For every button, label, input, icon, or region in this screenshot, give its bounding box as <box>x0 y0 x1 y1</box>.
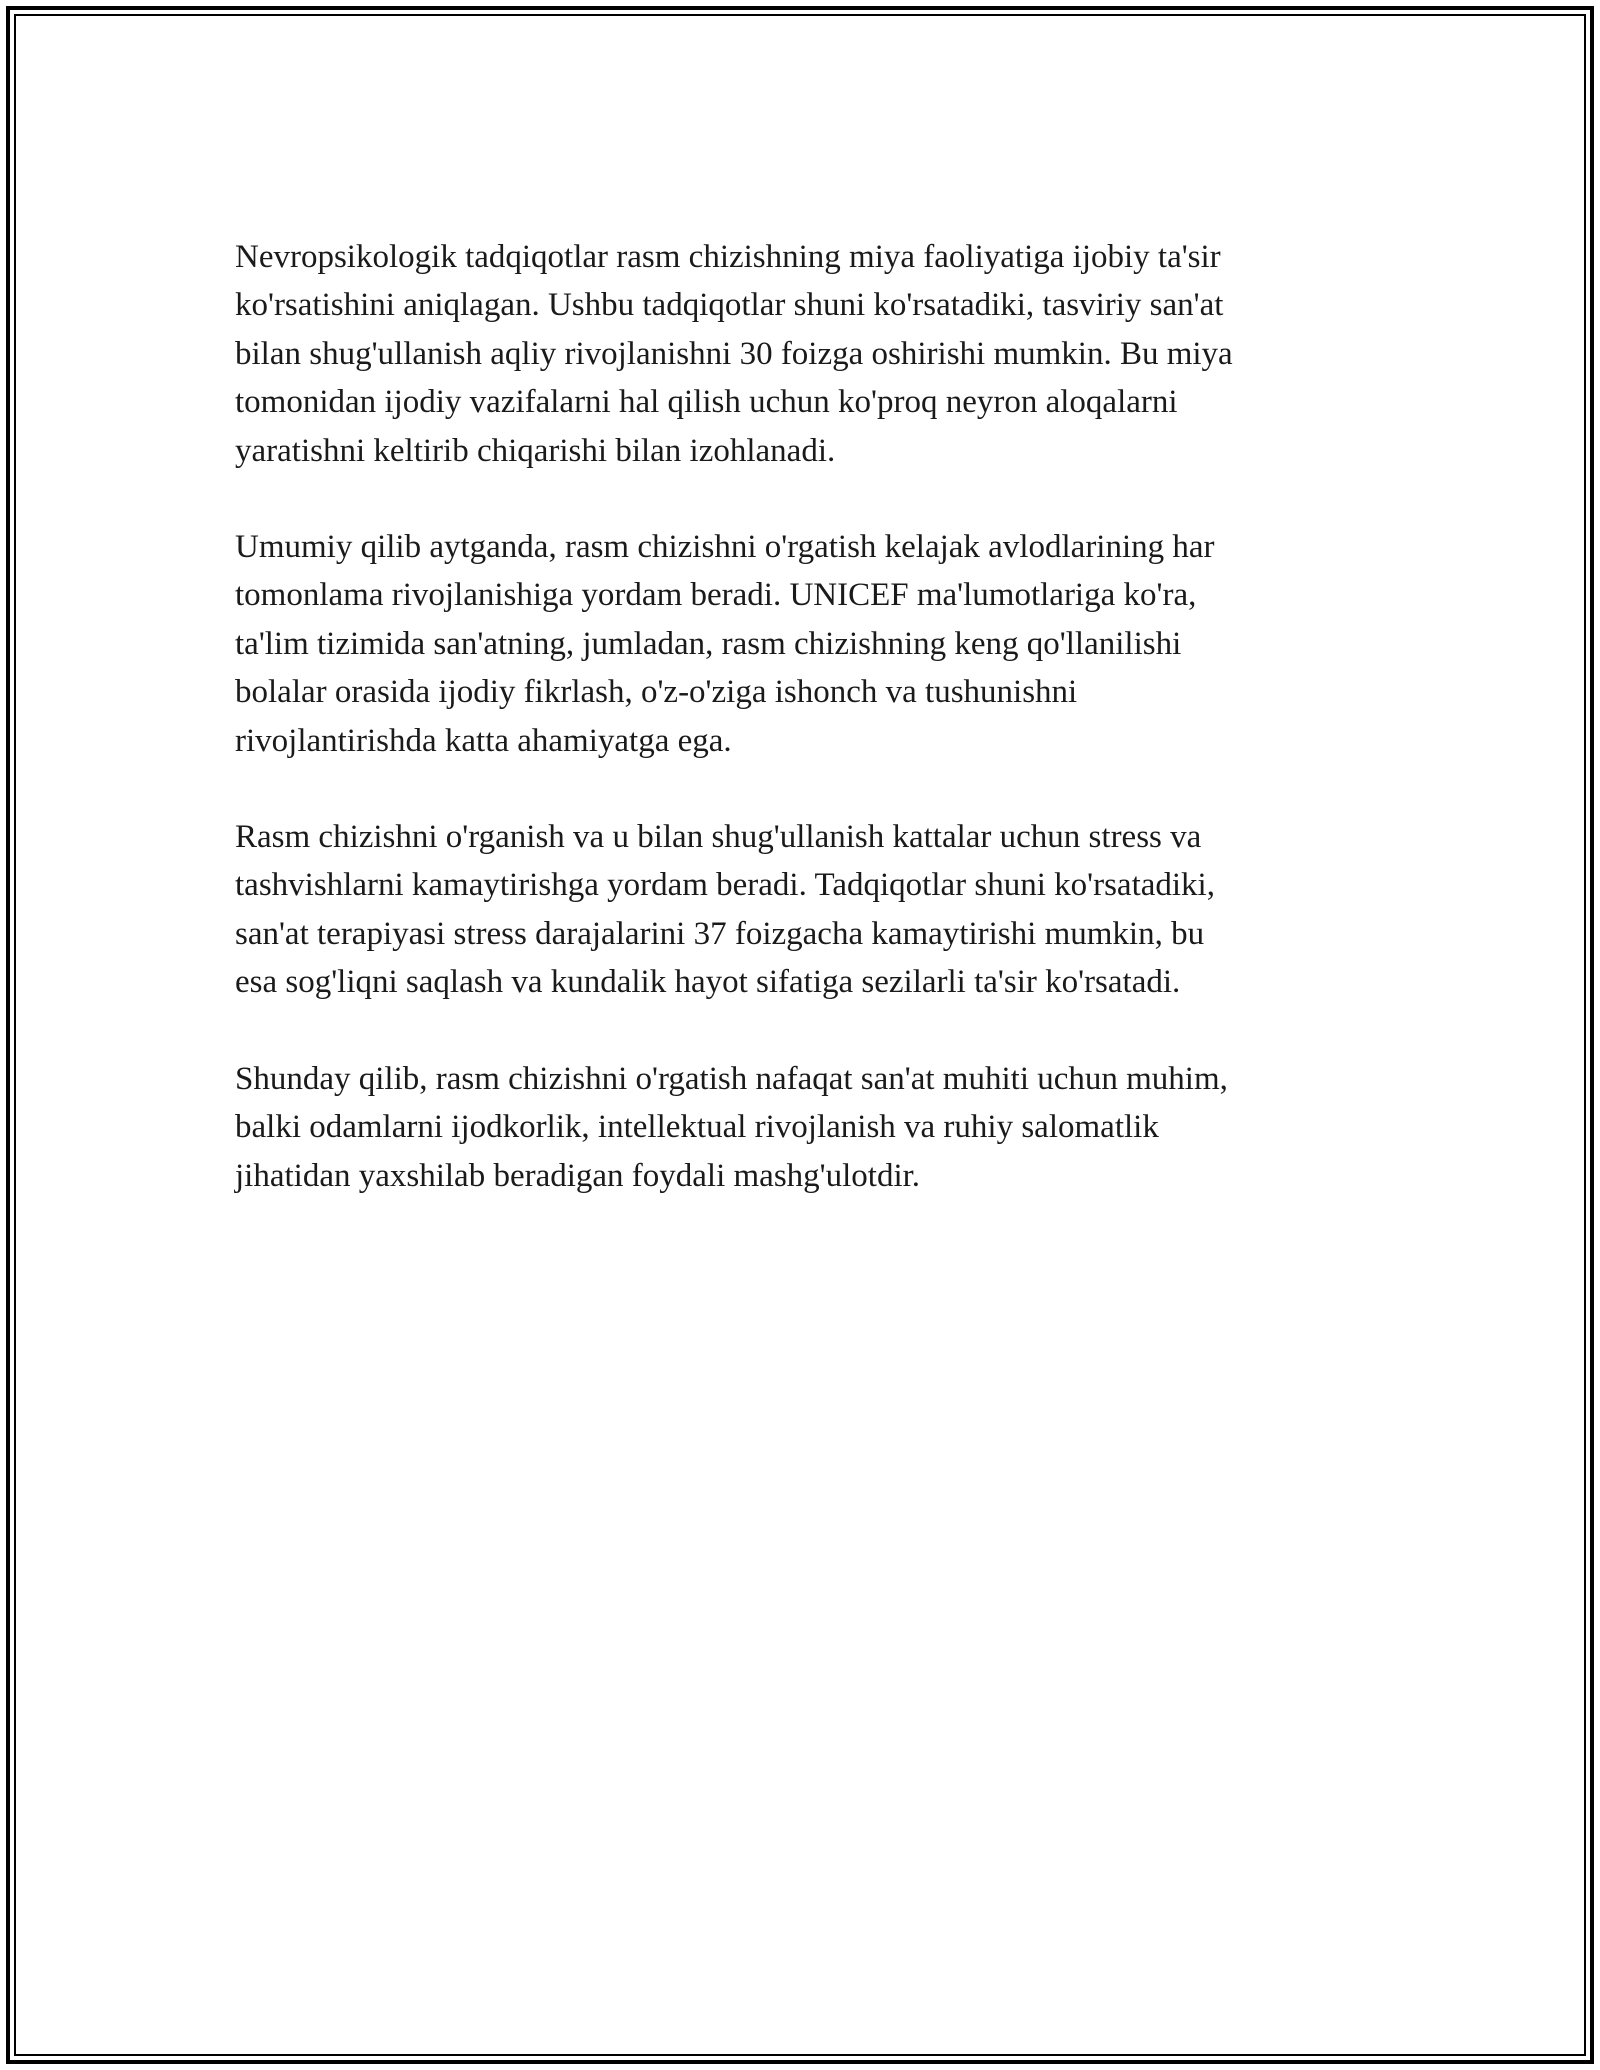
paragraph-4 <box>235 1055 1375 1200</box>
text-line: tashvishlarni kamaytirishga yordam beradi. Tadqiqotlar shuni ko'rsatadiki, <box>235 867 1215 904</box>
text-line: esa sog'liqni saqlash va kundalik hayot sifatiga sezilarli ta'sir ko'rsatadi. <box>235 964 1181 1001</box>
text-line: san'at terapiyasi stress darajalarini 37 foizgacha kamaytirishi mumkin, bu <box>235 915 1205 952</box>
text-line: tomonidan ijodiy vazifalarni hal qilish uchun ko'proq neyron aloqalarni <box>235 384 1178 421</box>
text-line: Umumiy qilib aytganda, rasm chizishni o'rgatish kelajak avlodlarining har <box>235 529 1215 566</box>
document-body <box>235 233 1375 1248</box>
text-line: Shunday qilib, rasm chizishni o'rgatish nafaqat san'at muhiti uchun muhim, <box>235 1060 1228 1097</box>
text-line: rivojlantirishda katta ahamiyatga ega. <box>235 722 732 759</box>
paragraph-2 <box>235 523 1375 765</box>
text-line: jihatidan yaxshilab beradigan foydali mashg'ulotdir. <box>235 1157 921 1194</box>
text-line: ta'lim tizimida san'atning, jumladan, rasm chizishning keng qo'llanilishi <box>235 625 1182 662</box>
text-line: bilan shug'ullanish aqliy rivojlanishni 30 foizga oshirishi mumkin. Bu miya <box>235 335 1233 372</box>
text-line: Nevropsikologik tadqiqotlar rasm chizishning miya faoliyatiga ijobiy ta'sir <box>235 239 1221 275</box>
text-line: balki odamlarni ijodkorlik, intellektual rivojlanish va ruhiy salomatlik <box>235 1109 1159 1146</box>
text-line: ko'rsatishini aniqlagan. Ushbu tadqiqotlar shuni ko'rsatadiki, tasviriy san'at <box>235 287 1224 324</box>
paragraph-1 <box>235 233 1375 475</box>
paragraph-3 <box>235 813 1375 1007</box>
text-line: yaratishni keltirib chiqarishi bilan izohlanadi. <box>235 432 836 469</box>
text-line: bolalar orasida ijodiy fikrlash, o'z-o'ziga ishonch va tushunishni <box>235 674 1078 711</box>
text-line: tomonlama rivojlanishiga yordam beradi. UNICEF ma'lumotlariga ko'ra, <box>235 577 1197 614</box>
text-line: Rasm chizishni o'rganish va u bilan shug'ullanish kattalar uchun stress va <box>235 819 1202 856</box>
